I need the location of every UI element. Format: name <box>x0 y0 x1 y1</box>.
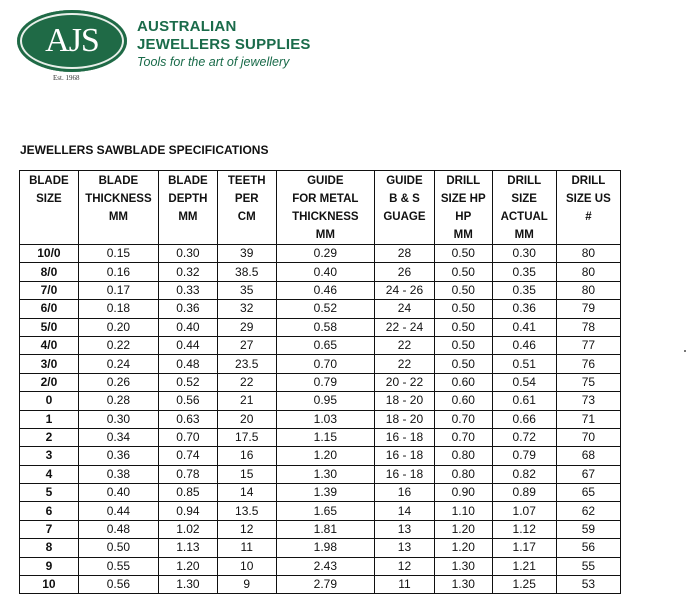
table-cell: 24 <box>375 300 435 318</box>
table-cell: 0.20 <box>78 318 158 336</box>
table-cell: 0.74 <box>159 447 218 465</box>
table-cell: 0.52 <box>159 373 218 391</box>
table-cell: 70 <box>556 428 620 446</box>
table-cell: 32 <box>217 300 276 318</box>
column-header-line: SIZE US <box>566 193 611 205</box>
blade-size-cell: 0 <box>20 392 79 410</box>
table-cell: 0.46 <box>276 281 374 299</box>
table-cell: 2.79 <box>276 576 374 594</box>
table-cell: 1.30 <box>159 576 218 594</box>
table-row <box>20 318 621 336</box>
table-cell: 0.40 <box>159 318 218 336</box>
table-cell: 1.17 <box>492 539 556 557</box>
table-cell: 0.35 <box>492 281 556 299</box>
table-cell: 39 <box>217 245 276 263</box>
table-cell: 14 <box>217 484 276 502</box>
table-cell: 0.94 <box>159 502 218 520</box>
table-row <box>20 465 621 483</box>
table-cell: 0.29 <box>276 245 374 263</box>
table-cell: 1.15 <box>276 428 374 446</box>
table-cell: 71 <box>556 410 620 428</box>
blade-size-cell: 7 <box>20 520 79 538</box>
table-cell: 67 <box>556 465 620 483</box>
table-cell: 22 - 24 <box>375 318 435 336</box>
table-cell: 1.30 <box>434 557 492 575</box>
column-header-line: BLADE <box>29 175 69 187</box>
table-cell: 0.90 <box>434 484 492 502</box>
table-cell: 0.17 <box>78 281 158 299</box>
table-cell: 0.40 <box>78 484 158 502</box>
table-row <box>20 245 621 263</box>
table-cell: 0.63 <box>159 410 218 428</box>
company-header <box>17 8 337 86</box>
table-cell: 18 - 20 <box>375 410 435 428</box>
table-cell: 0.30 <box>492 245 556 263</box>
table-cell: 0.36 <box>492 300 556 318</box>
table-cell: 1.13 <box>159 539 218 557</box>
table-row <box>20 484 621 502</box>
table-cell: 0.56 <box>159 392 218 410</box>
column-header-line: THICKNESS <box>292 211 359 223</box>
table-cell: 65 <box>556 484 620 502</box>
blade-size-cell: 4 <box>20 465 79 483</box>
table-cell: 0.38 <box>78 465 158 483</box>
table-cell: 0.30 <box>159 245 218 263</box>
table-row <box>20 336 621 354</box>
table-cell: 0.80 <box>434 465 492 483</box>
table-cell: 1.20 <box>159 557 218 575</box>
table-cell: 0.50 <box>78 539 158 557</box>
table-cell: 15 <box>217 465 276 483</box>
table-cell: 0.50 <box>434 355 492 373</box>
table-cell: 0.70 <box>276 355 374 373</box>
column-header-line: SIZE <box>511 193 537 205</box>
table-row <box>20 373 621 391</box>
table-cell: 0.54 <box>492 373 556 391</box>
table-cell: 20 <box>217 410 276 428</box>
column-header-line: ACTUAL <box>500 211 548 223</box>
table-cell: 0.65 <box>276 336 374 354</box>
column-header <box>434 171 492 245</box>
table-cell: 16 <box>375 484 435 502</box>
table-cell: 1.21 <box>492 557 556 575</box>
table-cell: 1.39 <box>276 484 374 502</box>
table-cell: 14 <box>375 502 435 520</box>
column-header-line: DEPTH <box>168 193 208 205</box>
table-cell: 0.16 <box>78 263 158 281</box>
table-cell: 0.28 <box>78 392 158 410</box>
table-cell: 78 <box>556 318 620 336</box>
table-cell: 0.52 <box>276 300 374 318</box>
table-cell: 0.50 <box>434 245 492 263</box>
table-cell: 0.18 <box>78 300 158 318</box>
column-header <box>492 171 556 245</box>
table-cell: 24 - 26 <box>375 281 435 299</box>
column-header-line: MM <box>108 211 128 223</box>
table-cell: 0.46 <box>492 336 556 354</box>
table-cell: 11 <box>217 539 276 557</box>
table-cell: 0.41 <box>492 318 556 336</box>
table-cell: 12 <box>217 520 276 538</box>
column-header-line: FOR METAL <box>292 193 359 205</box>
table-cell: 1.07 <box>492 502 556 520</box>
table-cell: 13 <box>375 539 435 557</box>
blade-size-cell: 7/0 <box>20 281 79 299</box>
table-cell: 73 <box>556 392 620 410</box>
blade-size-cell: 3 <box>20 447 79 465</box>
table-cell: 76 <box>556 355 620 373</box>
column-header-line: MM <box>178 211 198 223</box>
company-name-block <box>137 18 311 69</box>
table-cell: 35 <box>217 281 276 299</box>
document-title: JEWELLERS SAWBLADE SPECIFICATIONS <box>20 143 269 157</box>
table-row <box>20 502 621 520</box>
table-cell: 56 <box>556 539 620 557</box>
column-header-line: SIZE <box>36 193 62 205</box>
column-header <box>276 171 374 245</box>
table-cell: 0.44 <box>159 336 218 354</box>
column-header-line: B & S <box>389 193 420 205</box>
column-header-line: GUAGE <box>383 211 426 223</box>
table-row <box>20 520 621 538</box>
blade-size-cell: 8/0 <box>20 263 79 281</box>
table-cell: 0.50 <box>434 318 492 336</box>
table-row <box>20 576 621 594</box>
table-cell: 59 <box>556 520 620 538</box>
table-cell: 0.34 <box>78 428 158 446</box>
column-header-line: DRILL <box>507 175 542 187</box>
table-cell: 9 <box>217 576 276 594</box>
table-row <box>20 355 621 373</box>
table-row <box>20 539 621 557</box>
table-cell: 0.70 <box>434 410 492 428</box>
table-cell: 0.32 <box>159 263 218 281</box>
column-header <box>159 171 218 245</box>
table-cell: 68 <box>556 447 620 465</box>
table-cell: 0.60 <box>434 392 492 410</box>
table-row <box>20 263 621 281</box>
column-header-line: MM <box>514 229 534 241</box>
stray-mark <box>684 350 686 352</box>
table-cell: 0.40 <box>276 263 374 281</box>
column-header <box>78 171 158 245</box>
column-header <box>375 171 435 245</box>
company-name-line2: JEWELLERS SUPPLIES <box>137 36 311 53</box>
table-cell: 1.02 <box>159 520 218 538</box>
table-row <box>20 281 621 299</box>
table-cell: 27 <box>217 336 276 354</box>
blade-size-cell: 5 <box>20 484 79 502</box>
blade-size-cell: 8 <box>20 539 79 557</box>
table-cell: 0.79 <box>276 373 374 391</box>
column-header-line: DRILL <box>571 175 606 187</box>
table-cell: 1.20 <box>276 447 374 465</box>
table-cell: 38.5 <box>217 263 276 281</box>
column-header-line: MM <box>453 229 473 241</box>
column-header-line: GUIDE <box>307 175 344 187</box>
table-cell: 0.82 <box>492 465 556 483</box>
table-row <box>20 428 621 446</box>
table-cell: 53 <box>556 576 620 594</box>
table-body <box>20 245 621 594</box>
table-row <box>20 557 621 575</box>
ajs-logo <box>17 10 127 72</box>
table-cell: 22 <box>375 355 435 373</box>
blade-size-cell: 1 <box>20 410 79 428</box>
table-cell: 0.48 <box>159 355 218 373</box>
table-cell: 0.36 <box>78 447 158 465</box>
table-cell: 0.56 <box>78 576 158 594</box>
company-name-line1: AUSTRALIAN <box>137 18 237 35</box>
column-header <box>20 171 79 245</box>
table-cell: 0.72 <box>492 428 556 446</box>
table-cell: 2.43 <box>276 557 374 575</box>
company-tagline: Tools for the art of jewellery <box>137 55 290 69</box>
table-cell: 62 <box>556 502 620 520</box>
table-cell: 1.20 <box>434 539 492 557</box>
table-cell: 75 <box>556 373 620 391</box>
column-header-line: BLADE <box>98 175 139 187</box>
table-cell: 17.5 <box>217 428 276 446</box>
established-text: Est. 1968 <box>53 74 80 82</box>
table-cell: 0.36 <box>159 300 218 318</box>
table-cell: 1.10 <box>434 502 492 520</box>
table-cell: 0.44 <box>78 502 158 520</box>
table-cell: 1.03 <box>276 410 374 428</box>
table-cell: 0.15 <box>78 245 158 263</box>
table-cell: 0.80 <box>434 447 492 465</box>
table-cell: 1.30 <box>276 465 374 483</box>
table-cell: 22 <box>217 373 276 391</box>
table-cell: 20 - 22 <box>375 373 435 391</box>
blade-size-cell: 6 <box>20 502 79 520</box>
table-cell: 1.98 <box>276 539 374 557</box>
table-cell: 23.5 <box>217 355 276 373</box>
table-cell: 0.22 <box>78 336 158 354</box>
table-cell: 0.89 <box>492 484 556 502</box>
blade-size-cell: 2 <box>20 428 79 446</box>
column-header-line: SIZE HP <box>440 193 486 205</box>
table-cell: 55 <box>556 557 620 575</box>
column-header <box>217 171 276 245</box>
column-header-line: GUIDE <box>386 175 423 187</box>
table-cell: 1.25 <box>492 576 556 594</box>
blade-size-cell: 3/0 <box>20 355 79 373</box>
blade-size-cell: 9 <box>20 557 79 575</box>
sawblade-spec-table <box>19 170 621 594</box>
table-cell: 0.95 <box>276 392 374 410</box>
table-cell: 0.30 <box>78 410 158 428</box>
table-cell: 0.70 <box>159 428 218 446</box>
table-cell: 0.61 <box>492 392 556 410</box>
table-cell: 10 <box>217 557 276 575</box>
column-header-line: TEETH <box>227 175 266 187</box>
table-cell: 18 - 20 <box>375 392 435 410</box>
column-header <box>556 171 620 245</box>
table-cell: 77 <box>556 336 620 354</box>
table-cell: 80 <box>556 263 620 281</box>
table-row <box>20 447 621 465</box>
table-cell: 0.66 <box>492 410 556 428</box>
table-cell: 11 <box>375 576 435 594</box>
column-header-line: BLADE <box>168 175 208 187</box>
table-cell: 0.24 <box>78 355 158 373</box>
table-cell: 12 <box>375 557 435 575</box>
table-cell: 1.81 <box>276 520 374 538</box>
logo-monogram: AJS <box>45 22 99 59</box>
table-cell: 0.70 <box>434 428 492 446</box>
table-cell: 28 <box>375 245 435 263</box>
table-cell: 21 <box>217 392 276 410</box>
table-cell: 16 - 18 <box>375 447 435 465</box>
table-cell: 26 <box>375 263 435 281</box>
table-cell: 0.26 <box>78 373 158 391</box>
table-cell: 1.30 <box>434 576 492 594</box>
table-cell: 0.51 <box>492 355 556 373</box>
blade-size-cell: 5/0 <box>20 318 79 336</box>
table-cell: 1.20 <box>434 520 492 538</box>
column-header-line: CM <box>237 211 256 223</box>
column-header-line: # <box>585 211 592 223</box>
column-header-line: THICKNESS <box>85 193 152 205</box>
table-cell: 16 <box>217 447 276 465</box>
column-header-line: DRILL <box>446 175 481 187</box>
table-cell: 0.55 <box>78 557 158 575</box>
table-cell: 0.79 <box>492 447 556 465</box>
table-cell: 0.33 <box>159 281 218 299</box>
table-cell: 0.58 <box>276 318 374 336</box>
table-cell: 16 - 18 <box>375 428 435 446</box>
table-cell: 0.50 <box>434 263 492 281</box>
blade-size-cell: 4/0 <box>20 336 79 354</box>
table-row <box>20 410 621 428</box>
table-cell: 80 <box>556 245 620 263</box>
blade-size-cell: 6/0 <box>20 300 79 318</box>
table-cell: 0.50 <box>434 336 492 354</box>
blade-size-cell: 2/0 <box>20 373 79 391</box>
table-cell: 0.78 <box>159 465 218 483</box>
table-row <box>20 392 621 410</box>
table-cell: 13 <box>375 520 435 538</box>
table-cell: 13.5 <box>217 502 276 520</box>
table-cell: 0.35 <box>492 263 556 281</box>
table-cell: 1.12 <box>492 520 556 538</box>
blade-size-cell: 10/0 <box>20 245 79 263</box>
table-cell: 29 <box>217 318 276 336</box>
column-header-line: MM <box>315 229 335 241</box>
table-cell: 22 <box>375 336 435 354</box>
table-cell: 1.65 <box>276 502 374 520</box>
table-cell: 0.85 <box>159 484 218 502</box>
blade-size-cell: 10 <box>20 576 79 594</box>
table-cell: 80 <box>556 281 620 299</box>
table-cell: 0.60 <box>434 373 492 391</box>
column-header-line: HP <box>455 211 472 223</box>
table-cell: 79 <box>556 300 620 318</box>
table-cell: 0.50 <box>434 300 492 318</box>
table-cell: 16 - 18 <box>375 465 435 483</box>
table-header-row <box>20 171 621 245</box>
table-cell: 0.50 <box>434 281 492 299</box>
table-row <box>20 300 621 318</box>
table-cell: 0.48 <box>78 520 158 538</box>
column-header-line: PER <box>234 193 259 205</box>
